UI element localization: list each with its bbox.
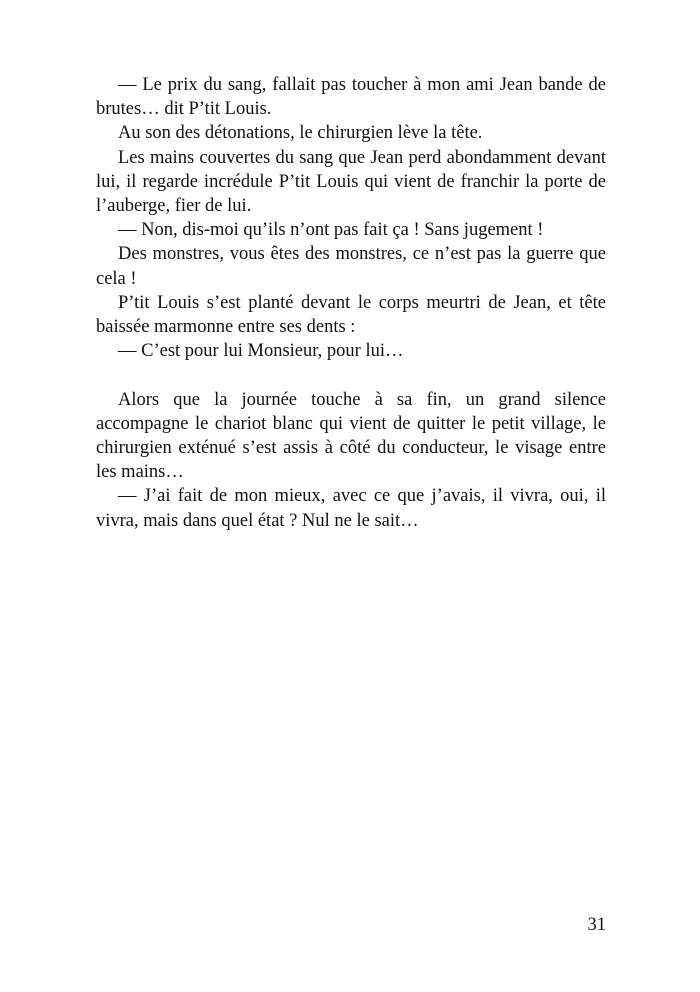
paragraph: — J’ai fait de mon mieux, avec ce que j’avais, il vivra, oui, il vivra, mais dans quel état ? Nul ne le sait… [96,486,606,531]
paragraph: P’tit Louis s’est planté devant le corps meurtri de Jean, et tête baissée marmonne entre ses dents : [96,292,606,338]
paragraph: — Le prix du sang, fallait pas toucher à mon ami Jean bande de brutes… dit P’tit Louis. [96,75,606,120]
paragraph: — C’est pour lui Monsieur, pour lui… [118,341,404,362]
paragraph: Alors que la journée touche à sa fin, un grand silence accompagne le chariot blanc qui vient de quitter le petit village, le chirurgien exténué s’est assis à côté du conducteur, le visage entre les mains… [96,389,606,483]
paragraph: Les mains couvertes du sang que Jean perd abondamment devant lui, il regarde incrédule P’tit Louis qui vient de franchir la porte de l’auberge, fier de lui. [96,147,606,217]
body-text [96,73,606,533]
paragraph: Au son des détonations, le chirurgien lève la tête. [118,123,483,144]
section-break [96,363,606,387]
page-number: 31 [587,915,606,935]
paragraph: — Non, dis-moi qu’ils n’ont pas fait ça ! Sans jugement ! [118,220,544,241]
paragraph: Des monstres, vous êtes des monstres, ce n’est pas la guerre que cela ! [96,244,606,289]
